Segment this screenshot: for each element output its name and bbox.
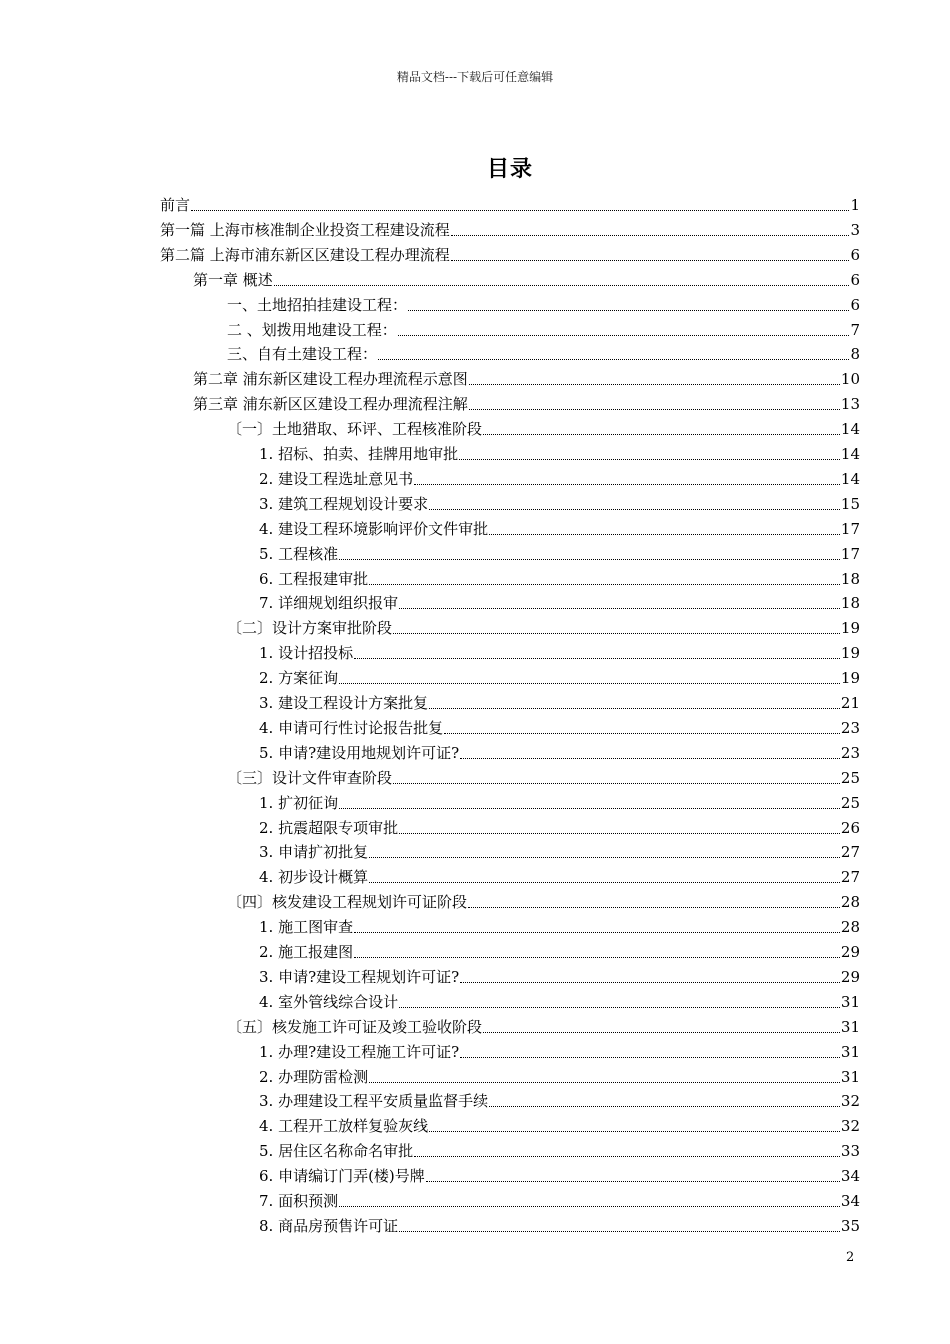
toc-entry-label: 1. 招标、拍卖、挂牌用地审批 <box>259 445 459 463</box>
toc-entry-label: 第二章 浦东新区建设工程办理流程示意图 <box>193 370 468 388</box>
toc-entry-label: 6. 申请编订门弄(楼)号牌 <box>259 1167 425 1185</box>
toc-leader-dots <box>426 1165 840 1182</box>
toc-entry[interactable] <box>160 244 860 266</box>
toc-entry[interactable] <box>227 617 860 639</box>
toc-entry-label: 4. 工程开工放样复验灰线 <box>259 1117 429 1135</box>
toc-entry[interactable] <box>259 941 860 963</box>
toc-entry-label: 3. 申请?建设工程规划许可证? <box>259 968 460 986</box>
toc-entry[interactable] <box>259 468 860 490</box>
toc-leader-dots <box>339 543 840 560</box>
toc-entry-label: 〔一〕土地猎取、环评、工程核准阶段 <box>227 420 483 438</box>
toc-entry-page: 13 <box>840 395 860 413</box>
toc-entry-label: 2. 抗震超限专项审批 <box>259 819 399 837</box>
toc-entry[interactable] <box>259 817 860 839</box>
toc-leader-dots <box>489 1090 840 1107</box>
toc-entry-label: 〔五〕核发施工许可证及竣工验收阶段 <box>227 1018 483 1036</box>
toc-entry[interactable] <box>160 219 860 241</box>
toc-entry[interactable] <box>259 493 860 515</box>
toc-leader-dots <box>460 742 840 759</box>
toc-entry-page: 31 <box>840 1043 860 1061</box>
toc-entry-page: 35 <box>840 1217 860 1235</box>
toc-leader-dots <box>378 343 849 360</box>
toc-entry-label: 4. 初步设计概算 <box>259 868 369 886</box>
toc-leader-dots <box>339 792 840 809</box>
toc-leader-dots <box>489 518 840 535</box>
toc-leader-dots <box>460 1041 840 1058</box>
toc-entry[interactable] <box>259 642 860 664</box>
toc-entry[interactable] <box>193 269 860 291</box>
toc-entry-page: 10 <box>840 370 860 388</box>
toc-title: 目录 <box>486 156 533 182</box>
toc-entry[interactable] <box>227 319 860 341</box>
toc-entry-label: 8. 商品房预售许可证 <box>259 1217 399 1235</box>
toc-entry-label: 三、自有土建设工程： <box>227 345 378 363</box>
toc-leader-dots <box>399 991 840 1008</box>
toc-entry-label: 7. 面积预测 <box>259 1192 339 1210</box>
toc-entry-label: 第一篇 上海市核准制企业投资工程建设流程 <box>160 221 450 239</box>
page-number: 2 <box>846 1250 855 1265</box>
toc-entry-label: 第三章 浦东新区区建设工程办理流程注解 <box>193 395 468 413</box>
toc-leader-dots <box>451 219 850 236</box>
toc-entry[interactable] <box>259 866 860 888</box>
toc-leader-dots <box>469 393 840 410</box>
toc-entry-label: 2. 建设工程选址意见书 <box>259 470 414 488</box>
toc-entry-page: 29 <box>840 968 860 986</box>
toc-entry-page: 21 <box>840 694 860 712</box>
toc-entry-label: 3. 建筑工程规划设计要求 <box>259 495 429 513</box>
toc-entry-page: 3 <box>850 221 860 239</box>
toc-leader-dots <box>483 418 840 435</box>
toc-entry[interactable] <box>259 792 860 814</box>
toc-entry-label: 第一章 概述 <box>193 271 273 289</box>
toc-entry-label: 1. 办理?建设工程施工许可证? <box>259 1043 460 1061</box>
toc-entry[interactable] <box>259 1190 860 1212</box>
toc-entry[interactable] <box>259 841 860 863</box>
toc-leader-dots <box>460 966 840 983</box>
toc-entry[interactable] <box>259 1041 860 1063</box>
toc-entry-label: 4. 申请可行性讨论报告批复 <box>259 719 444 737</box>
toc-entry[interactable] <box>227 1016 860 1038</box>
toc-leader-dots <box>393 767 840 784</box>
toc-entry-page: 19 <box>840 619 860 637</box>
toc-entry-page: 25 <box>840 769 860 787</box>
toc-entry-label: 2. 方案征询 <box>259 669 339 687</box>
toc-leader-dots <box>399 592 840 609</box>
toc-entry-page: 19 <box>840 644 860 662</box>
toc-entry[interactable] <box>160 194 860 216</box>
toc-entry[interactable] <box>259 667 860 689</box>
toc-entry[interactable] <box>259 568 860 590</box>
toc-entry-page: 15 <box>840 495 860 513</box>
toc-entry[interactable] <box>259 592 860 614</box>
toc-entry[interactable] <box>227 418 860 440</box>
toc-entry-page: 18 <box>840 570 860 588</box>
toc-leader-dots <box>459 443 840 460</box>
toc-entry-page: 6 <box>850 271 860 289</box>
toc-entry[interactable] <box>227 294 860 316</box>
toc-entry-page: 1 <box>850 196 860 214</box>
toc-entry-label: 1. 设计招投标 <box>259 644 354 662</box>
toc-entry[interactable] <box>259 916 860 938</box>
toc-entry-label: 7. 详细规划组织报审 <box>259 594 399 612</box>
toc-entry-page: 28 <box>840 893 860 911</box>
toc-entry[interactable] <box>259 543 860 565</box>
toc-entry[interactable] <box>259 692 860 714</box>
toc-entry-page: 32 <box>840 1117 860 1135</box>
toc-entry[interactable] <box>259 443 860 465</box>
toc-entry[interactable] <box>227 891 860 913</box>
toc-entry-label: 5. 居住区名称命名审批 <box>259 1142 414 1160</box>
toc-entry-page: 23 <box>840 719 860 737</box>
toc-leader-dots <box>399 817 840 834</box>
toc-entry-label: 3. 申请扩初批复 <box>259 843 369 861</box>
toc-entry[interactable] <box>259 518 860 540</box>
toc-entry[interactable] <box>259 1115 860 1137</box>
toc-entry-page: 14 <box>840 420 860 438</box>
toc-leader-dots <box>354 941 840 958</box>
toc-entry-page: 31 <box>840 993 860 1011</box>
toc-leader-dots <box>483 1016 840 1033</box>
toc-entry-page: 26 <box>840 819 860 837</box>
toc-entry-label: 前言 <box>160 196 191 214</box>
toc-entry-page: 27 <box>840 868 860 886</box>
toc-entry-page: 31 <box>840 1068 860 1086</box>
toc-leader-dots <box>354 642 840 659</box>
toc-leader-dots <box>408 294 849 311</box>
toc-leader-dots <box>414 468 840 485</box>
toc-entry[interactable] <box>259 991 860 1013</box>
toc-entry[interactable] <box>259 742 860 764</box>
toc-entry-page: 32 <box>840 1092 860 1110</box>
toc-entry-label: 〔二〕设计方案审批阶段 <box>227 619 393 637</box>
toc-leader-dots <box>393 617 840 634</box>
toc-entry-label: 5. 申请?建设用地规划许可证? <box>259 744 460 762</box>
toc-entry-label: 二 、划拨用地建设工程： <box>227 321 397 339</box>
toc-entry-label: 一、土地招拍挂建设工程： <box>227 296 408 314</box>
toc-leader-dots <box>429 692 840 709</box>
toc-entry[interactable] <box>259 1090 860 1112</box>
toc-leader-dots <box>429 493 840 510</box>
toc-entry-page: 34 <box>840 1167 860 1185</box>
toc-entry-label: 3. 建设工程设计方案批复 <box>259 694 429 712</box>
toc-entry-page: 27 <box>840 843 860 861</box>
toc-entry-label: 4. 建设工程环境影响评价文件审批 <box>259 520 489 538</box>
toc-entry-page: 18 <box>840 594 860 612</box>
toc-leader-dots <box>444 717 840 734</box>
toc-entry[interactable] <box>259 1165 860 1187</box>
toc-entry-page: 25 <box>840 794 860 812</box>
page-header: 精品文档---下载后可任意编辑 <box>396 70 554 84</box>
toc-entry[interactable] <box>259 966 860 988</box>
toc-leader-dots <box>429 1115 840 1132</box>
toc-entry-page: 7 <box>850 321 860 339</box>
toc-entry-label: 6. 工程报建审批 <box>259 570 369 588</box>
toc-entry-page: 31 <box>840 1018 860 1036</box>
toc-entry[interactable] <box>259 1066 860 1088</box>
toc-entry[interactable] <box>259 1140 860 1162</box>
toc-leader-dots <box>191 194 849 211</box>
toc-entry-label: 5. 工程核准 <box>259 545 339 563</box>
toc-entry[interactable] <box>259 717 860 739</box>
toc-leader-dots <box>369 1066 840 1083</box>
toc-entry-label: 〔三〕设计文件审查阶段 <box>227 769 393 787</box>
toc-leader-dots <box>414 1140 840 1157</box>
toc-leader-dots <box>369 866 840 883</box>
toc-leader-dots <box>468 891 840 908</box>
toc-entry[interactable] <box>193 368 860 390</box>
toc-entry-page: 14 <box>840 470 860 488</box>
toc-entry-label: 〔四〕核发建设工程规划许可证阶段 <box>227 893 468 911</box>
toc-leader-dots <box>354 916 840 933</box>
toc-entry[interactable] <box>227 343 860 365</box>
toc-leader-dots <box>339 1190 840 1207</box>
toc-entry-label: 第二篇 上海市浦东新区区建设工程办理流程 <box>160 246 450 264</box>
toc-entry[interactable] <box>227 767 860 789</box>
toc-entry-page: 33 <box>840 1142 860 1160</box>
toc-entry-page: 19 <box>840 669 860 687</box>
toc-entry-label: 3. 办理建设工程平安质量监督手续 <box>259 1092 489 1110</box>
toc-entry-page: 34 <box>840 1192 860 1210</box>
toc-entry-page: 6 <box>850 246 860 264</box>
toc-entry-label: 4. 室外管线综合设计 <box>259 993 399 1011</box>
toc-entry-page: 29 <box>840 943 860 961</box>
toc-entry-page: 17 <box>840 520 860 538</box>
toc-leader-dots <box>399 1215 840 1232</box>
toc-entry-label: 1. 施工图审查 <box>259 918 354 936</box>
toc-entry-label: 1. 扩初征询 <box>259 794 339 812</box>
toc-leader-dots <box>398 319 850 336</box>
toc-entry-page: 17 <box>840 545 860 563</box>
toc-entry-page: 23 <box>840 744 860 762</box>
toc-entry-page: 6 <box>850 296 860 314</box>
toc-leader-dots <box>339 667 840 684</box>
toc-leader-dots <box>274 269 850 286</box>
toc-entry-page: 28 <box>840 918 860 936</box>
toc-entry-page: 8 <box>850 345 860 363</box>
toc-leader-dots <box>451 244 850 261</box>
toc-leader-dots <box>469 368 840 385</box>
toc-entry[interactable] <box>193 393 860 415</box>
toc-leader-dots <box>369 568 840 585</box>
toc-entry[interactable] <box>259 1215 860 1237</box>
toc-entry-label: 2. 施工报建图 <box>259 943 354 961</box>
toc-entry-page: 14 <box>840 445 860 463</box>
toc-entry-label: 2. 办理防雷检测 <box>259 1068 369 1086</box>
toc-leader-dots <box>369 841 840 858</box>
